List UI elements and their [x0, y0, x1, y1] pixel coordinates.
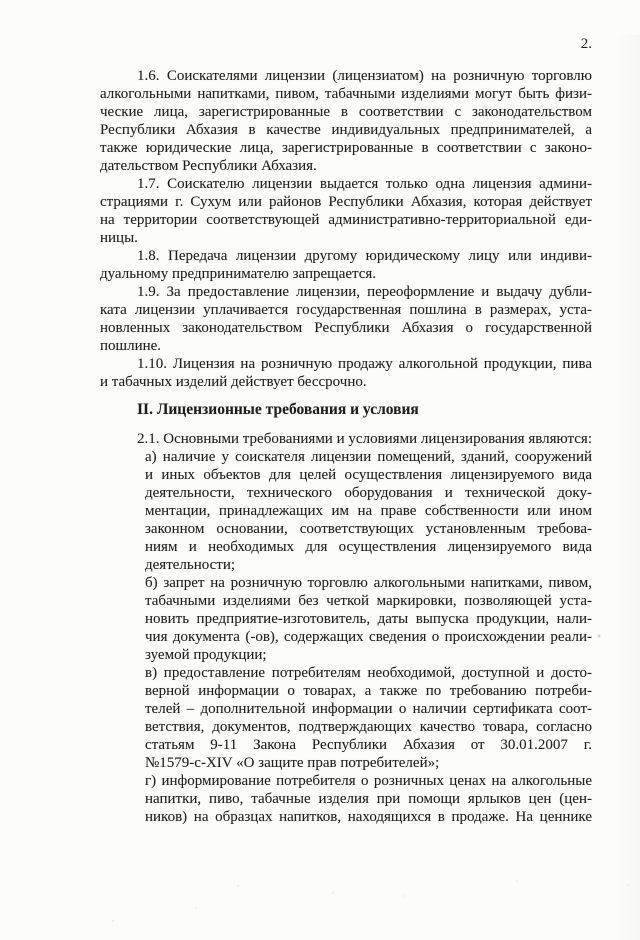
- text-line: ветствия, документов, подтверждающих качество товара, согласно: [145, 719, 592, 735]
- section-2-items: [137, 448, 592, 826]
- text-line: законном основании, соответствующих установленным требова-: [145, 521, 592, 537]
- paragraph: [100, 247, 592, 283]
- paragraph: [100, 67, 592, 175]
- text-line: 1.10. Лицензия на розничную продажу алкогольной продукции, пива: [137, 356, 592, 372]
- document-page: [0, 35, 640, 826]
- text-line: 1.6. Соискателями лицензии (лицензиатом) на розничную торговлю: [137, 68, 592, 84]
- page-number: 2.: [580, 36, 592, 52]
- text-line: чия документа (-ов), содержащих сведения о происхождении реали-: [145, 629, 592, 645]
- text-line: и табачных изделий действует бессрочно.: [100, 374, 367, 390]
- text-line: б) запрет на розничную торговлю алкогольными напитками, пивом,: [145, 575, 592, 591]
- text-line: 1.9. За предоставление лицензии, переоформление и выдачу дубли-: [137, 284, 592, 300]
- text-line: г) информирование потребителя о розничных ценах на алкогольные: [145, 773, 592, 789]
- text-line: ката лицензии уплачивается государственная пошлина в размерах, уста-: [100, 302, 592, 318]
- text-line: 1.7. Соискателю лицензии выдается только одна лицензия админи-: [137, 176, 592, 192]
- section-1-paragraphs: [100, 67, 592, 391]
- text-line: в) предоставление потребителям необходимой, доступной и досто-: [145, 665, 592, 681]
- section-2-block: [137, 430, 592, 826]
- text-line: верной информации о товарах, а также по требованию потреби-: [145, 683, 592, 699]
- text-line: телей – дополнительной информации о наличии сертификата соот-: [145, 701, 592, 717]
- paragraph: [145, 664, 592, 772]
- section-2-heading: II. Лицензионные требования и условия: [137, 401, 419, 418]
- text-line: а) наличие у соискателя лицензии помещений, зданий, сооружений: [145, 449, 592, 465]
- paragraph-2-1: [137, 430, 592, 448]
- text-line: дуальному предпринимателю запрещается.: [100, 266, 377, 282]
- text-line: зуемой продукции;: [145, 647, 267, 663]
- paragraph: [100, 283, 592, 355]
- text-line: статьям 9-11 Закона Республики Абхазия от 30.01.2007 г.: [145, 737, 592, 753]
- text-line: новленных законодательством Республики Абхазия о государственной: [100, 320, 592, 336]
- text-line: напитки, пиво, табачные изделия при помощи ярлыков цен (цен-: [145, 791, 592, 807]
- text-line: пошлине.: [100, 338, 162, 354]
- text-line: страциями г. Сухум или районов Республики Абхазия, которая действует: [100, 194, 592, 210]
- text-line: деятельности, технического оборудования и технической доку-: [145, 485, 592, 501]
- text-line: ческие лица, зарегистрированные в соответствии с законодательством: [100, 104, 592, 120]
- text-line: и иных объектов для целей осуществления лицензируемого вида: [145, 467, 592, 483]
- paragraph: [145, 772, 592, 826]
- paragraph: [137, 430, 592, 448]
- text-line: 2.1. Основными требованиями и условиями лицензирования являются:: [137, 431, 592, 447]
- text-line: ниям и необходимых для осуществления лицензируемого вида: [145, 539, 592, 555]
- text-line: Республики Абхазия в качестве индивидуальных предпринимателей, а: [100, 122, 592, 138]
- text-line: ницы.: [100, 230, 138, 246]
- paragraph: [145, 574, 592, 664]
- text-line: ментации, принадлежащих им на праве собственности или ином: [145, 503, 592, 519]
- text-line: алкогольными напитками, пивом, табачными изделиями могут быть физи-: [100, 86, 592, 102]
- text-line: на территории соответствующей административно-территориальной еди-: [100, 212, 592, 228]
- text-line: дательством Республики Абхазия.: [100, 158, 317, 174]
- text-line: табачными изделиями без четкой маркировки, позволяющей уста-: [145, 593, 592, 609]
- text-line: деятельности;: [145, 557, 236, 573]
- text-line: также юридические лица, зарегистрированные в соответствии с законо-: [100, 140, 592, 156]
- paragraph: [100, 175, 592, 247]
- text-line: 1.8. Передача лицензии другому юридическому лицу или индиви-: [137, 248, 592, 264]
- paragraph: [145, 448, 592, 574]
- text-line: №1579-с-XIV «О защите прав потребителей»;: [145, 755, 440, 771]
- text-line: ников) на образцах напитков, находящихся в продаже. На ценнике: [145, 809, 592, 825]
- paragraph: [100, 355, 592, 391]
- text-line: новить предприятие-изготовитель, даты выпуска продукции, нали-: [145, 611, 592, 627]
